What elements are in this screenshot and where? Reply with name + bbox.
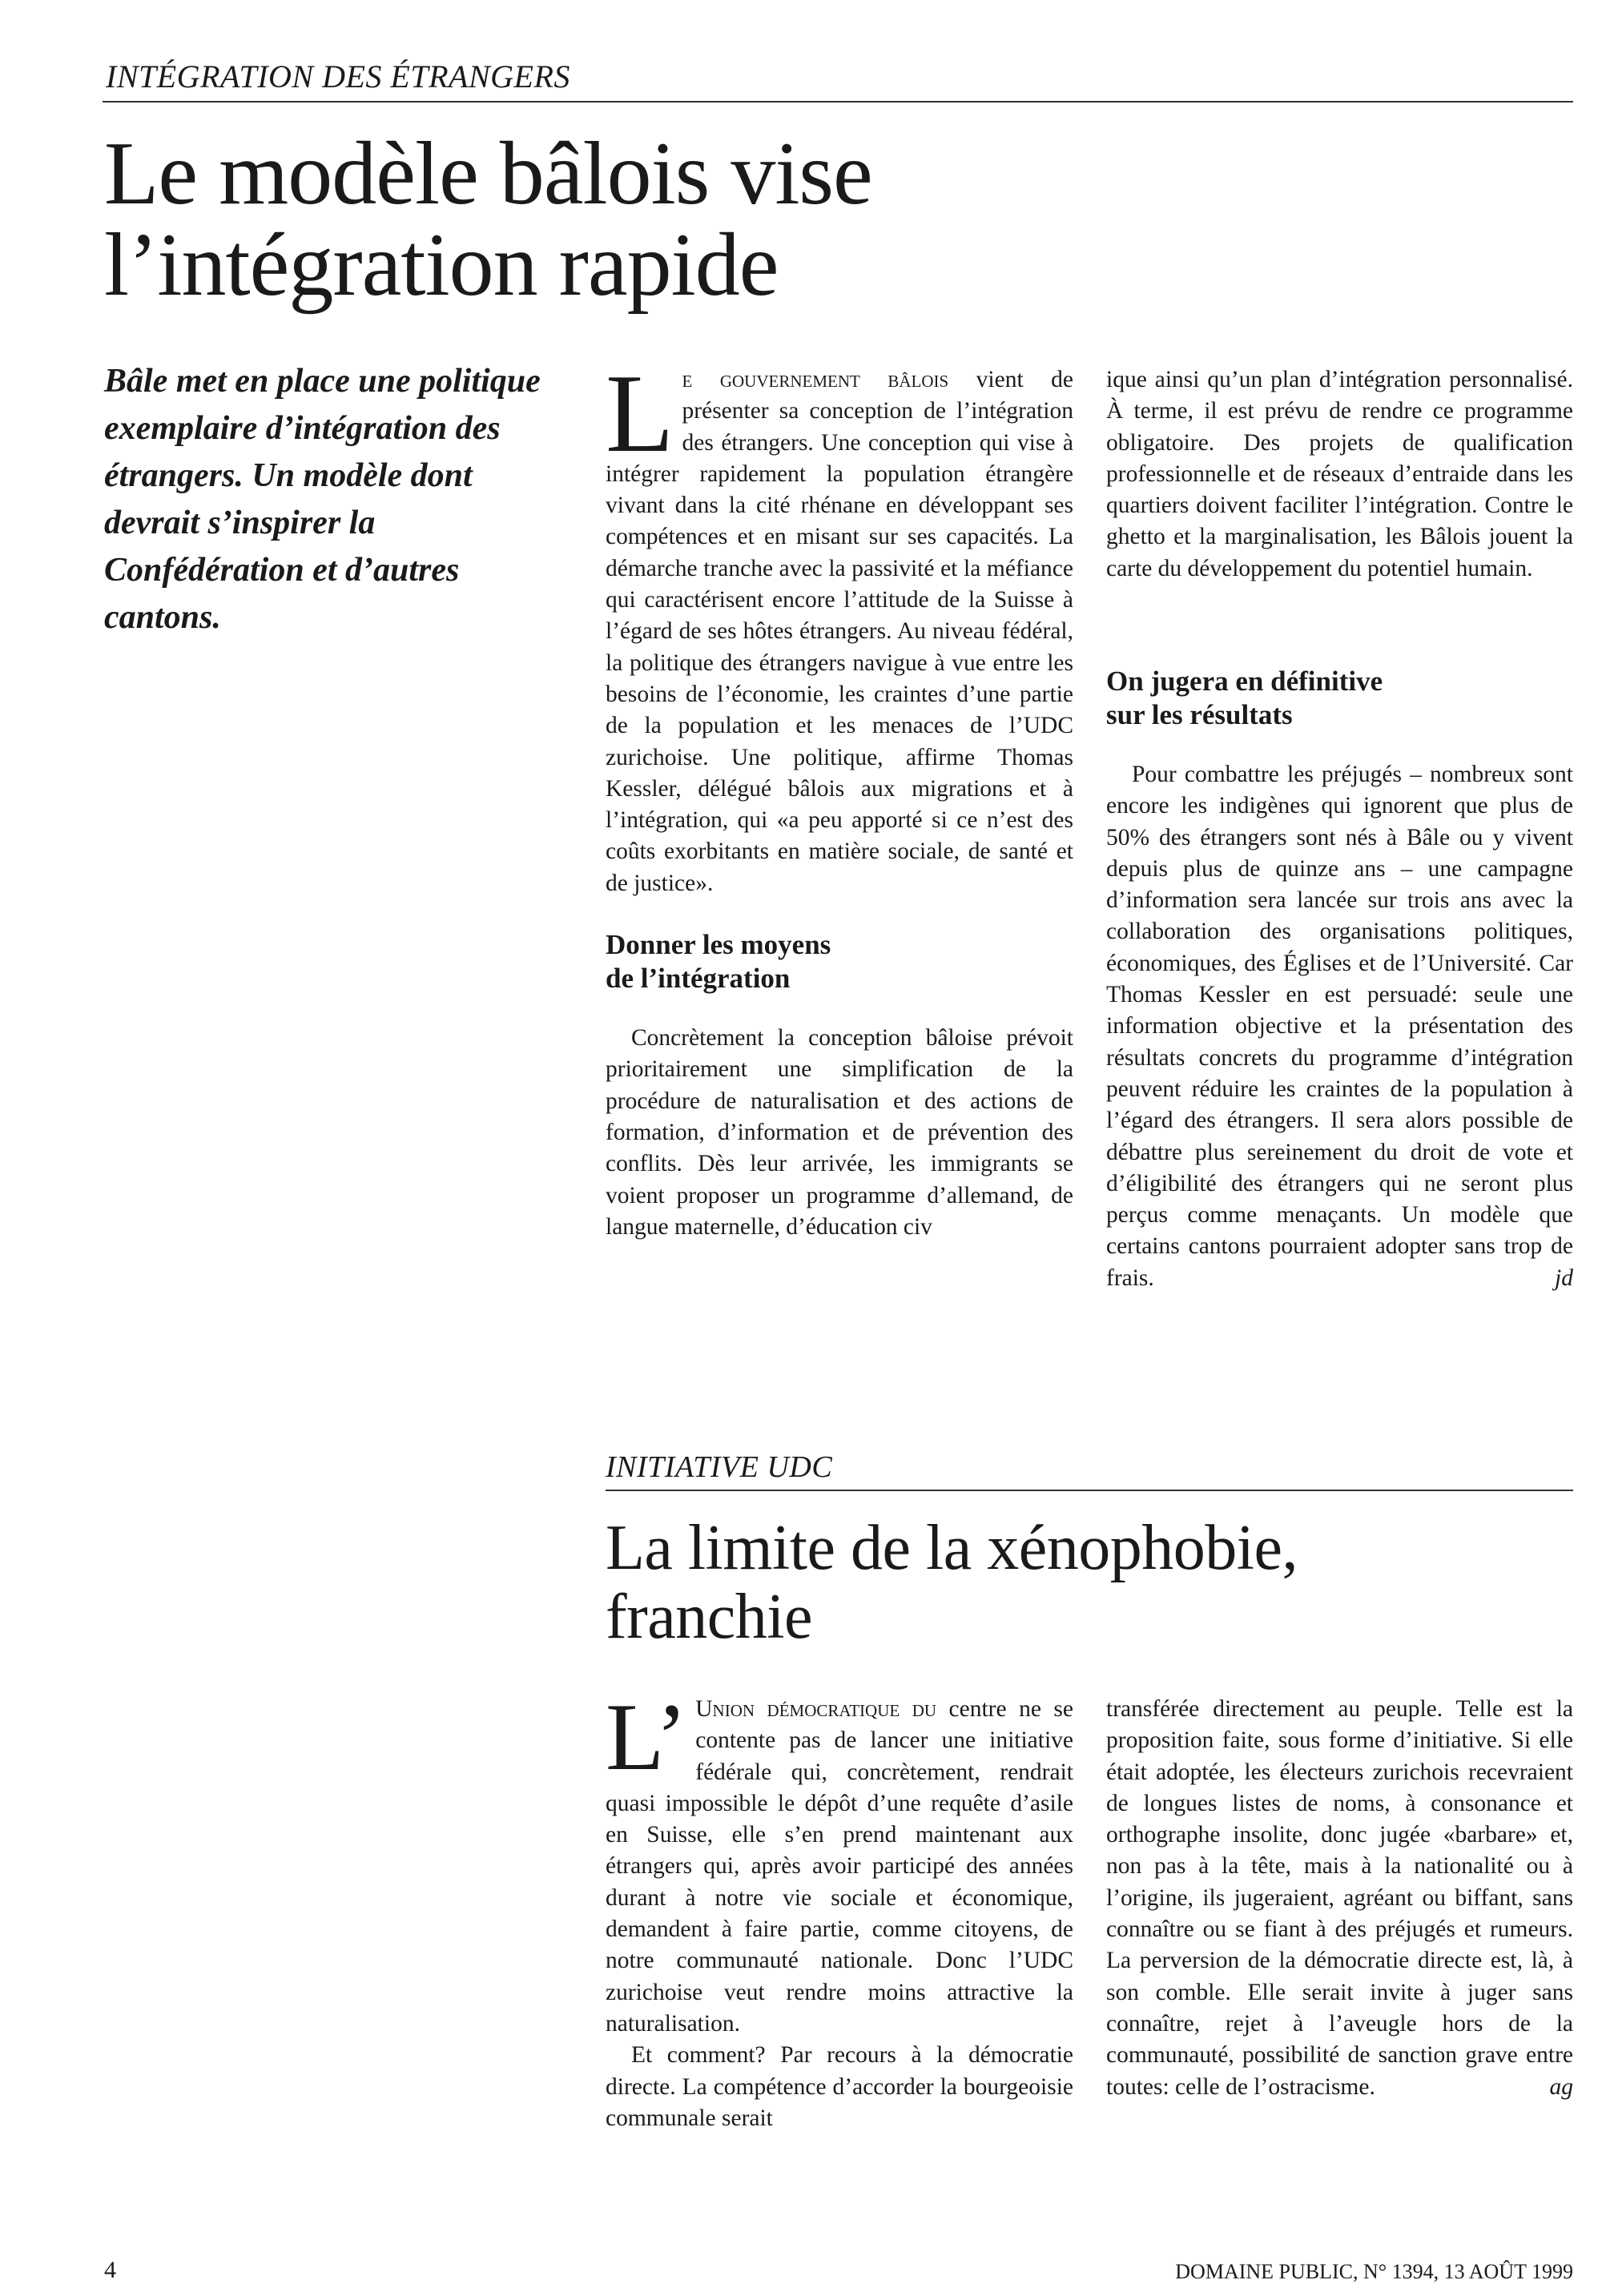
article-2-paragraph-2-continuation: transférée directement au peuple. Telle est la proposition faite, sous forme d’initiative. Si elle était adoptée, les électeurs zurichois recevraient de longues listes de noms, à consonance et orthographe insolite, donc jugée «barbare» et, non pas à la tête, mais à la nationalité ou à l’origine, ils jugeraient, agréant ou biffant, sans connaître ou se fiant à des préjugés et rumeurs. La perversion de la démocratie directe est, là, à son comble. Elle serait invite à juger sans connaître, rejet à l’aveugle hors de la communauté, possibilité de sanction grave entre toutes: celle de l’ostracisme. xyxy=(1106,1696,1573,2100)
subheading-1-line-1: Donner les moyens xyxy=(606,929,831,961)
headline-2-line-2: franchie xyxy=(606,1582,813,1652)
article-2-column-1 xyxy=(606,1694,1073,2166)
drop-cap-2: L’ xyxy=(606,1694,688,1790)
subheading-2-line-1: On jugera en définitive xyxy=(1106,665,1383,697)
article-2-paragraph-1: centre ne se contente pas de lancer une initiative fédérale qui, concrètement, rendrait quasi impossible le dépôt d’une requête d’asile en Suisse, elle s’en prend maintenant aux étrangers qui, après avoir participé des années durant à notre vie sociale et économique, demandent à faire partie, comme citoyens, de notre communauté nationale. Donc l’UDC zurichoise veut rendre moins attractive la naturalisation. xyxy=(606,1696,1073,2037)
article-2-column-2 xyxy=(1106,1694,1573,2166)
paragraph-2-continuation: ique ainsi qu’un plan d’intégration personnalisé. À terme, il est prévu de rendre ce programme obligatoire. Des projets de qualification professionnelle et de réseaux d’entraide dans les quartiers doivent faciliter l’intégration. Contre le ghetto et la marginalisation, les Bâlois jouent la carte du développement du potentiel humain. xyxy=(1106,367,1573,581)
paragraph-2-continued xyxy=(1106,364,1573,649)
article-2-paragraph-2-continued xyxy=(1106,1694,1573,2103)
section-rubric-2: INITIATIVE UDC xyxy=(606,1450,833,1484)
opening-smallcaps-2: Union démocratique du xyxy=(695,1696,937,1722)
article-2-paragraph-2: Et comment? Par recours à la démocratie directe. La compétence d’accorder la bourgeoisie communale serait xyxy=(606,2042,1073,2131)
article-headline-2 xyxy=(606,1514,1298,1651)
article-column-1 xyxy=(606,352,1073,1393)
author-signature: jd xyxy=(1555,1265,1573,1291)
rubric-rule-2 xyxy=(606,1490,1573,1491)
subheading-2 xyxy=(1106,665,1573,732)
subheading-1 xyxy=(606,928,1073,995)
author-signature-2: ag xyxy=(1549,2073,1573,2100)
article-headline xyxy=(104,124,872,315)
headline-line-1: Le modèle bâlois vise xyxy=(104,124,872,223)
paragraph-1: vient de présenter sa conception de l’intégration des étrangers. Une conception qui vise à intégrer rapidement la population étrangère vivant dans la cité rhénane en développant ses compétences et en misant sur ses capacités. La démarche tranche avec la passivité et la méfiance qui caractérisent encore l’attitude de la Suisse à l’égard de ses hôtes étrangers. Au niveau fédéral, la politique des étrangers navigue à vue entre les besoins de l’économie, les craintes d’une partie de la population et les menaces de l’UDC zurichoise. Une politique, affirme Thomas Kessler, délégué bâlois aux migrations et à l’intégration, qui «a peu apporté si ce n’est des coûts exorbitants en matière sociale, de santé et de justice». xyxy=(606,367,1073,896)
publication-info: DOMAINE PUBLIC, N° 1394, 13 AOÛT 1999 xyxy=(1175,2260,1573,2283)
opening-smallcaps: e gouvernement bâlois xyxy=(682,367,949,392)
article-column-2 xyxy=(1106,364,1573,1405)
paragraph-3-text: Pour combattre les préjugés – nombreux sont encore les indigènes qui ignorent que plus de 50% des étrangers sont nés à Bâle ou y vivent depuis plus de quinze ans – une campagne d’information sera lancée sur trois ans avec la collaboration des organisations politiques, économiques, des Églises et de l’Université. Car Thomas Kessler en est persuadé: seule une information objective et la présentation des résultats concrets du programme d’intégration peuvent réduire les craintes de la population à l’égard des étrangers. Il sera alors possible de débattre plus sereinement du droit de vote et d’éligibilité des étrangers qui ne seront plus perçus comme menaçants. Un modèle que certains cantons pourraient adopter sans trop de frais. xyxy=(1106,762,1573,1291)
rubric-rule xyxy=(103,101,1573,103)
section-rubric: INTÉGRATION DES ÉTRANGERS xyxy=(106,58,570,94)
subheading-1-line-2: de l’intégration xyxy=(606,963,791,995)
lead-paragraph: Bâle met en place une politique exemplaire d’intégration des étrangers. Un modèle dont devrait s’inspirer la Confédération et d’autres cantons. xyxy=(104,363,541,636)
page-number: 4 xyxy=(104,2257,116,2283)
paragraph-3 xyxy=(1106,759,1573,1294)
headline-2-line-1: La limite de la xénophobie, xyxy=(606,1513,1298,1583)
subheading-2-line-2: sur les résultats xyxy=(1106,699,1293,730)
drop-cap: L xyxy=(606,352,674,476)
paragraph-2: Concrètement la conception bâloise prévoit prioritairement une simplification de la procédure de naturalisation et des actions de formation, d’information et de prévention des conflits. Dès leur arrivée, les immigrants se voient proposer un programme d’allemand, de langue maternelle, d’éducation civ xyxy=(606,1025,1073,1240)
headline-line-2: l’intégration rapide xyxy=(104,215,779,315)
